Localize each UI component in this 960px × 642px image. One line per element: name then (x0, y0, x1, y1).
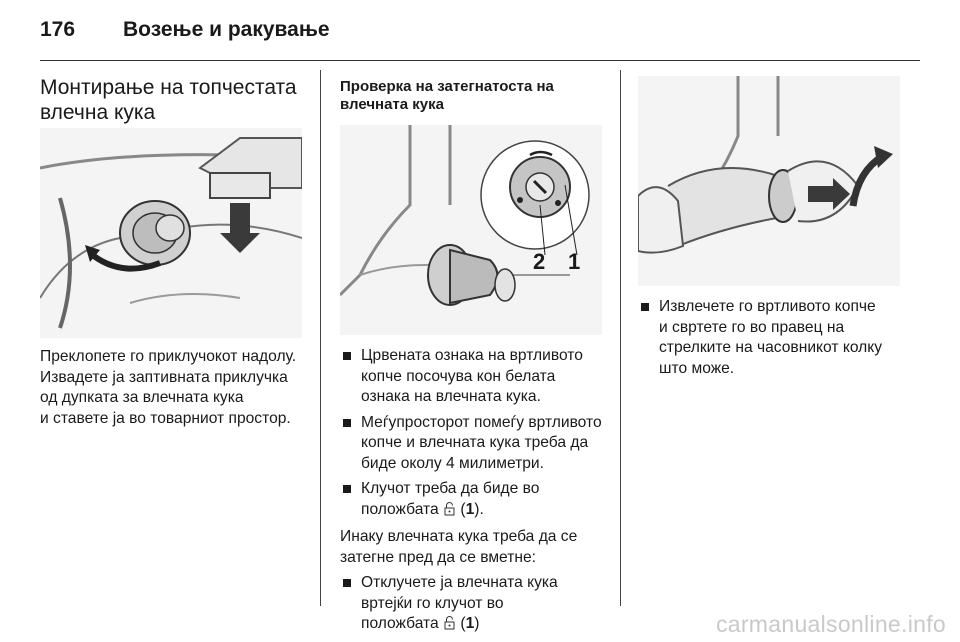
section-heading-mounting (40, 75, 315, 125)
instruction-line: и ставете ја во товарниот простор. (40, 409, 291, 427)
figure-label-1: 1 (568, 249, 581, 274)
bullet-item (340, 573, 618, 637)
ref-paren: ( (456, 615, 466, 632)
square-bullet-icon (343, 579, 351, 587)
page-title: Возење и ракување (123, 18, 330, 41)
bullet-line: ознака на влечната кука. (361, 388, 541, 405)
mounting-instructions (40, 347, 320, 429)
unlocked-padlock-icon (444, 616, 455, 637)
figure-label-2: 2 (533, 249, 546, 274)
bullet-line: Извлечете го вртливото копче (659, 298, 876, 315)
watermark: carmanualsonline.info (715, 611, 946, 637)
bullet-text: положбата (361, 615, 439, 632)
bullet-item (340, 346, 618, 408)
bullet-line (361, 500, 618, 523)
bullet-item (638, 297, 908, 379)
square-bullet-icon (641, 303, 649, 311)
bullet-line: вртејќи го клучот во (361, 594, 504, 612)
para-line: Инаку влечната кука треба да се (340, 528, 578, 545)
column-divider-1 (320, 70, 321, 606)
ref-paren: ). (474, 500, 484, 518)
bullet-line: стрелките на часовникот колку (659, 339, 883, 356)
para-line: затегне пред да се вметне: (340, 548, 536, 566)
section-heading-check (340, 78, 610, 114)
figure-pull-knob (638, 76, 900, 286)
square-bullet-icon (343, 485, 351, 493)
heading-line: влечна кука (40, 101, 156, 124)
bullet-line: копче посочува кон белата (361, 367, 556, 385)
unlocked-padlock-icon (444, 502, 455, 523)
square-bullet-icon (343, 352, 351, 360)
figure-tension-check (340, 125, 602, 335)
ref-paren: ) (474, 615, 480, 632)
pull-knob-bullets (638, 297, 908, 384)
bullet-line: Клучот треба да биде во (361, 480, 540, 497)
instruction-line: од дупката за влечната кука (40, 389, 244, 406)
bullet-line (361, 614, 618, 637)
check-bullets (340, 346, 618, 642)
bullet-line: Меѓупросторот помеѓу вртливото (361, 413, 602, 431)
heading-line: Проверка на затегнатоста на (340, 78, 554, 95)
page-number: 176 (40, 18, 76, 41)
bullet-item (340, 479, 618, 522)
ref-number: 1 (465, 615, 475, 632)
bullet-line: Црвената ознака на вртливото (361, 347, 583, 364)
header-divider (40, 60, 920, 61)
bullet-text: положбата (361, 500, 439, 518)
figure-mounting-illustration (40, 128, 302, 338)
bullet-line: и свртете го во правец на (659, 318, 845, 336)
heading-line: Монтирање на топчестата (40, 76, 297, 99)
bullet-line: копче и влечната кука треба да (361, 434, 589, 451)
ref-paren: ( (456, 500, 466, 518)
ref-number: 1 (465, 500, 475, 518)
otherwise-paragraph (340, 527, 618, 568)
bullet-line: што може. (659, 359, 735, 377)
instruction-line: Преклопете го приклучокот надолу. (40, 348, 297, 365)
square-bullet-icon (343, 419, 351, 427)
bullet-line: Отклучете ја влечната кука (361, 574, 558, 591)
heading-line: влечната кука (340, 96, 444, 113)
column-divider-2 (620, 70, 621, 606)
bullet-item (340, 413, 618, 475)
bullet-line: биде околу 4 милиметри. (361, 454, 544, 472)
instruction-line: Извадете ја заптивната приклучка (40, 368, 288, 386)
